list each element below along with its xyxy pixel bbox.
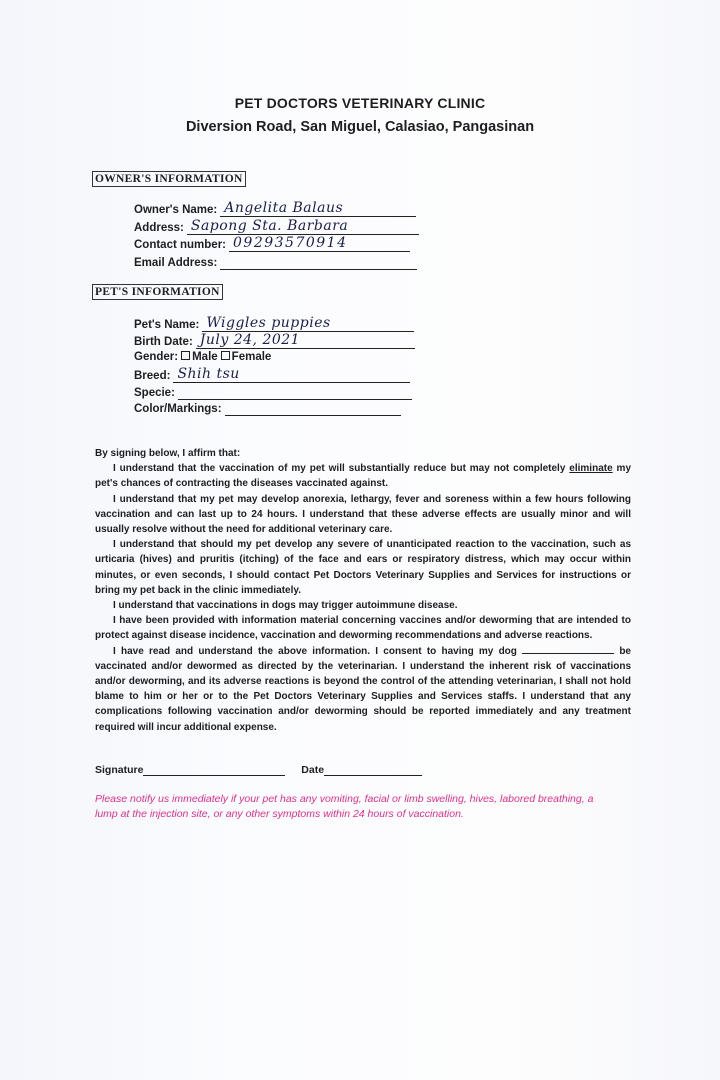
- pet-specie-label: Specie:: [134, 387, 175, 399]
- pet-color-field[interactable]: [225, 401, 401, 416]
- owner-email-label: Email Address:: [134, 257, 218, 269]
- pet-specie-row: [134, 385, 412, 400]
- pet-name-value: Wiggles puppies: [206, 315, 331, 331]
- signature-label: Signature: [95, 764, 144, 776]
- signature-field[interactable]: [143, 764, 285, 776]
- owner-contact-value: 09293570914: [233, 235, 348, 251]
- owner-address-field[interactable]: [187, 220, 419, 235]
- owner-email-row: [134, 255, 417, 270]
- pet-gender-row: [134, 351, 271, 363]
- clinic-address: Diversion Road, San Miguel, Calasiao, Pangasinan: [185, 119, 535, 135]
- consent-p1-end: my pet's chances of contracting the diseases vaccinated against.: [95, 463, 632, 490]
- pet-birth-label: Birth Date:: [134, 336, 193, 348]
- aftercare-notice: Please notify us immediately if your pet has any vomiting, facial or limb swelling, hives, labored breathing, a lump at the injection site, or any other symptoms within 24 hours of vaccination.: [95, 793, 594, 820]
- consent-paragraph-6: [95, 644, 631, 735]
- owner-name-value: Angelita Balaus: [224, 200, 344, 216]
- consent-paragraph-4: I understand that vaccinations in dogs may trigger autoimmune disease.: [113, 600, 458, 612]
- clinic-name: PET DOCTORS VETERINARY CLINIC: [234, 95, 486, 111]
- consent-intro: By signing below, I affirm that:: [95, 448, 241, 459]
- consent-p1-underlined: eliminate: [569, 463, 613, 475]
- gender-female-label: Female: [231, 351, 272, 363]
- consent-p6-end: be vaccinated and/or dewormed as directed by the veterinarian. I understand the inherent risk of vaccinations and/or deworming, and its adverse reactions is beyond the control of the attending veterinarian, I shall not hold blame to him or her or to the Pet Doctors Veterinary Supplies and Services staffs. I understand that any complications following vaccination and/or deworming should be reported immediately and any treatment required will incur additional expense.: [95, 645, 631, 733]
- owner-contact-label: Contact number:: [134, 239, 226, 251]
- pet-breed-field[interactable]: [173, 368, 410, 383]
- dog-name-blank[interactable]: [522, 644, 614, 654]
- pet-color-label: Color/Markings:: [134, 403, 222, 415]
- consent-paragraph-5: I have been provided with information material concerning vaccines and/or deworming that are intended to protect against disease incidence, vaccination and deworming recommendations and adverse reactions.: [95, 615, 631, 642]
- signature-row: [95, 764, 422, 776]
- pet-birth-value: July 24, 2021: [199, 332, 301, 348]
- consent-text: [95, 446, 631, 735]
- owner-address-row: [134, 220, 419, 235]
- date-label: Date: [301, 764, 325, 776]
- owner-contact-field[interactable]: [229, 237, 410, 252]
- pet-gender-label: Gender:: [134, 351, 179, 363]
- pet-breed-label: Breed:: [134, 370, 171, 382]
- consent-paragraph-1: [95, 461, 631, 491]
- pet-breed-value: Shih tsu: [177, 366, 240, 382]
- pet-name-label: Pet's Name:: [134, 319, 200, 331]
- gender-male-label: Male: [192, 351, 218, 363]
- owner-email-field[interactable]: [220, 255, 417, 270]
- consent-paragraph-3: I understand that should my pet develop any severe of unanticipated reaction to the vaccination, such as urticaria (hives) and pruritis (itching) of the face and ears or respiratory distress, which may occur within minutes, or even seconds, I should contact Pet Doctors Veterinary Supplies and Services for instructions or bring my pet back in the clinic immediately.: [95, 539, 631, 596]
- pet-birth-field[interactable]: [196, 334, 415, 349]
- consent-p1-start: I understand that the vaccination of my pet will substantially reduce but may not completely: [113, 463, 566, 475]
- pet-name-row: [134, 317, 414, 332]
- consent-paragraph-2: I understand that my pet may develop anorexia, lethargy, fever and soreness within a few hours following vaccination and can last up to 24 hours. I understand that these adverse effects are usually minor and will usually resolve without the need for additional veterinary care.: [95, 493, 631, 536]
- date-field[interactable]: [324, 764, 422, 776]
- owner-name-label: Owner's Name:: [134, 204, 218, 216]
- pet-breed-row: [134, 368, 410, 383]
- owner-name-field[interactable]: [220, 202, 416, 217]
- owner-contact-row: [134, 237, 410, 252]
- pet-name-field[interactable]: [202, 317, 414, 332]
- gender-female-checkbox[interactable]: [221, 351, 230, 360]
- owner-address-label: Address:: [134, 222, 184, 234]
- consent-p6-start: I have read and understand the above information. I consent to having my dog: [113, 645, 523, 657]
- pet-specie-field[interactable]: [178, 385, 412, 400]
- owner-section-title: OWNER'S INFORMATION: [92, 171, 246, 187]
- pet-color-row: [134, 401, 401, 416]
- pet-section-title: PET'S INFORMATION: [92, 284, 223, 300]
- gender-male-checkbox[interactable]: [181, 351, 190, 360]
- owner-address-value: Sapong Sta. Barbara: [190, 218, 349, 234]
- pet-birth-row: [134, 334, 415, 349]
- owner-name-row: [134, 202, 416, 217]
